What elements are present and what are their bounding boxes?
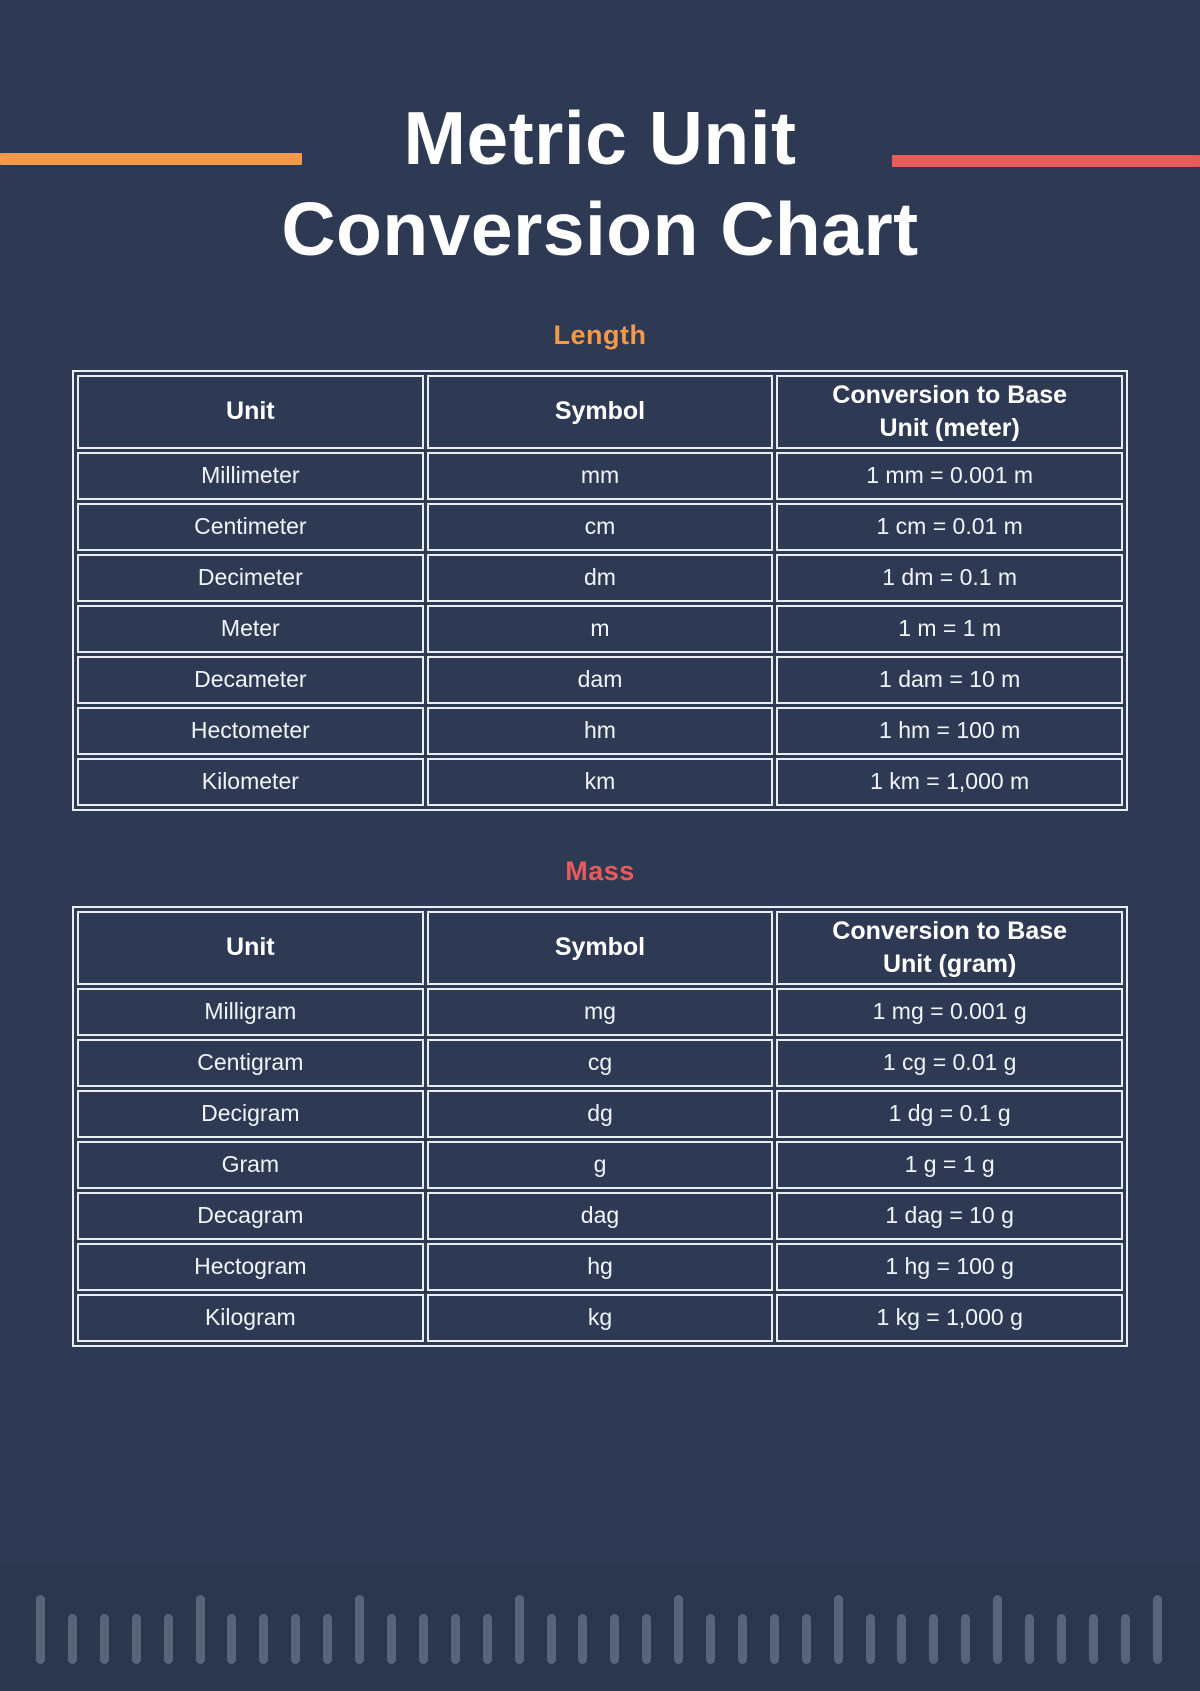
ruler-tick-tall	[36, 1595, 45, 1664]
title-accent-line-right	[892, 155, 1200, 167]
ruler-tick-short	[164, 1614, 173, 1664]
conversion-sections	[0, 320, 1200, 1347]
table-row	[77, 1243, 1123, 1291]
column-header-unit: Unit	[77, 911, 424, 985]
ruler-tick-short	[1025, 1614, 1034, 1664]
unit-cell: Decimeter	[77, 554, 424, 602]
ruler-tick-short	[770, 1614, 779, 1664]
conversion-cell: 1 dg = 0.1 g	[776, 1090, 1123, 1138]
ruler-tick-short	[387, 1614, 396, 1664]
symbol-cell: km	[427, 758, 774, 806]
table-row	[77, 503, 1123, 551]
ruler-graphic	[36, 1595, 1162, 1664]
ruler-tick-tall	[993, 1595, 1002, 1664]
ruler-tick-short	[642, 1614, 651, 1664]
symbol-cell: dg	[427, 1090, 774, 1138]
page-title-line2: Conversion Chart	[281, 186, 919, 271]
section-label-length: Length	[553, 319, 647, 350]
conversion-cell: 1 km = 1,000 m	[776, 758, 1123, 806]
unit-cell: Centimeter	[77, 503, 424, 551]
unit-cell: Hectogram	[77, 1243, 424, 1291]
ruler-tick-short	[578, 1614, 587, 1664]
page-title	[0, 0, 1200, 275]
symbol-cell: hg	[427, 1243, 774, 1291]
column-header-conversion: Conversion to Base Unit (meter)	[776, 375, 1123, 449]
symbol-cell: dam	[427, 656, 774, 704]
ruler-tick-short	[259, 1614, 268, 1664]
table-row	[77, 1294, 1123, 1342]
ruler-tick-short	[897, 1614, 906, 1664]
ruler-tick-short	[866, 1614, 875, 1664]
ruler-tick-short	[132, 1614, 141, 1664]
ruler-tick-short	[802, 1614, 811, 1664]
length-table	[72, 370, 1128, 811]
conversion-cell: 1 hm = 100 m	[776, 707, 1123, 755]
table-row	[77, 1090, 1123, 1138]
ruler-tick-short	[1121, 1614, 1130, 1664]
ruler-tick-tall	[1153, 1595, 1162, 1664]
unit-cell: Gram	[77, 1141, 424, 1189]
ruler-tick-tall	[515, 1595, 524, 1664]
ruler-tick-short	[323, 1614, 332, 1664]
ruler-strip	[0, 1563, 1200, 1691]
conversion-cell: 1 cm = 0.01 m	[776, 503, 1123, 551]
conversion-cell: 1 mm = 0.001 m	[776, 452, 1123, 500]
unit-cell: Decameter	[77, 656, 424, 704]
header-row	[77, 911, 1123, 985]
column-header-symbol: Symbol	[427, 375, 774, 449]
unit-cell: Decagram	[77, 1192, 424, 1240]
ruler-tick-tall	[674, 1595, 683, 1664]
unit-cell: Millimeter	[77, 452, 424, 500]
ruler-tick-short	[100, 1614, 109, 1664]
table-row	[77, 554, 1123, 602]
conversion-cell: 1 g = 1 g	[776, 1141, 1123, 1189]
ruler-tick-short	[451, 1614, 460, 1664]
conversion-cell: 1 m = 1 m	[776, 605, 1123, 653]
column-header-symbol: Symbol	[427, 911, 774, 985]
ruler-tick-tall	[834, 1595, 843, 1664]
unit-cell: Kilometer	[77, 758, 424, 806]
ruler-tick-short	[929, 1614, 938, 1664]
unit-cell: Milligram	[77, 988, 424, 1036]
symbol-cell: hm	[427, 707, 774, 755]
conversion-cell: 1 kg = 1,000 g	[776, 1294, 1123, 1342]
symbol-cell: cm	[427, 503, 774, 551]
ruler-tick-short	[610, 1614, 619, 1664]
symbol-cell: cg	[427, 1039, 774, 1087]
ruler-tick-short	[483, 1614, 492, 1664]
section-label-mass: Mass	[565, 855, 635, 886]
conversion-cell: 1 cg = 0.01 g	[776, 1039, 1123, 1087]
title-accent-line-left	[0, 153, 302, 165]
ruler-tick-short	[1057, 1614, 1066, 1664]
unit-cell: Decigram	[77, 1090, 424, 1138]
page-title-line1: Metric Unit	[403, 96, 797, 180]
conversion-cell: 1 dag = 10 g	[776, 1192, 1123, 1240]
conversion-cell: 1 hg = 100 g	[776, 1243, 1123, 1291]
symbol-cell: m	[427, 605, 774, 653]
column-header-conversion: Conversion to Base Unit (gram)	[776, 911, 1123, 985]
table-row	[77, 988, 1123, 1036]
symbol-cell: mm	[427, 452, 774, 500]
table-row	[77, 452, 1123, 500]
unit-cell: Kilogram	[77, 1294, 424, 1342]
ruler-tick-short	[68, 1614, 77, 1664]
ruler-tick-tall	[355, 1595, 364, 1664]
conversion-cell: 1 mg = 0.001 g	[776, 988, 1123, 1036]
table-row	[77, 605, 1123, 653]
ruler-tick-short	[738, 1614, 747, 1664]
mass-table	[72, 906, 1128, 1347]
column-header-unit: Unit	[77, 375, 424, 449]
unit-cell: Centigram	[77, 1039, 424, 1087]
symbol-cell: g	[427, 1141, 774, 1189]
header-row	[77, 375, 1123, 449]
ruler-tick-short	[419, 1614, 428, 1664]
table-row	[77, 1141, 1123, 1189]
table-row	[77, 1039, 1123, 1087]
table-row	[77, 1192, 1123, 1240]
conversion-cell: 1 dam = 10 m	[776, 656, 1123, 704]
ruler-tick-short	[961, 1614, 970, 1664]
ruler-tick-short	[706, 1614, 715, 1664]
ruler-tick-tall	[196, 1595, 205, 1664]
symbol-cell: dm	[427, 554, 774, 602]
table-row	[77, 758, 1123, 806]
symbol-cell: kg	[427, 1294, 774, 1342]
conversion-cell: 1 dm = 0.1 m	[776, 554, 1123, 602]
ruler-tick-short	[291, 1614, 300, 1664]
unit-cell: Hectometer	[77, 707, 424, 755]
table-row	[77, 656, 1123, 704]
ruler-tick-short	[1089, 1614, 1098, 1664]
table-row	[77, 707, 1123, 755]
ruler-tick-short	[547, 1614, 556, 1664]
unit-cell: Meter	[77, 605, 424, 653]
symbol-cell: dag	[427, 1192, 774, 1240]
ruler-tick-short	[227, 1614, 236, 1664]
symbol-cell: mg	[427, 988, 774, 1036]
